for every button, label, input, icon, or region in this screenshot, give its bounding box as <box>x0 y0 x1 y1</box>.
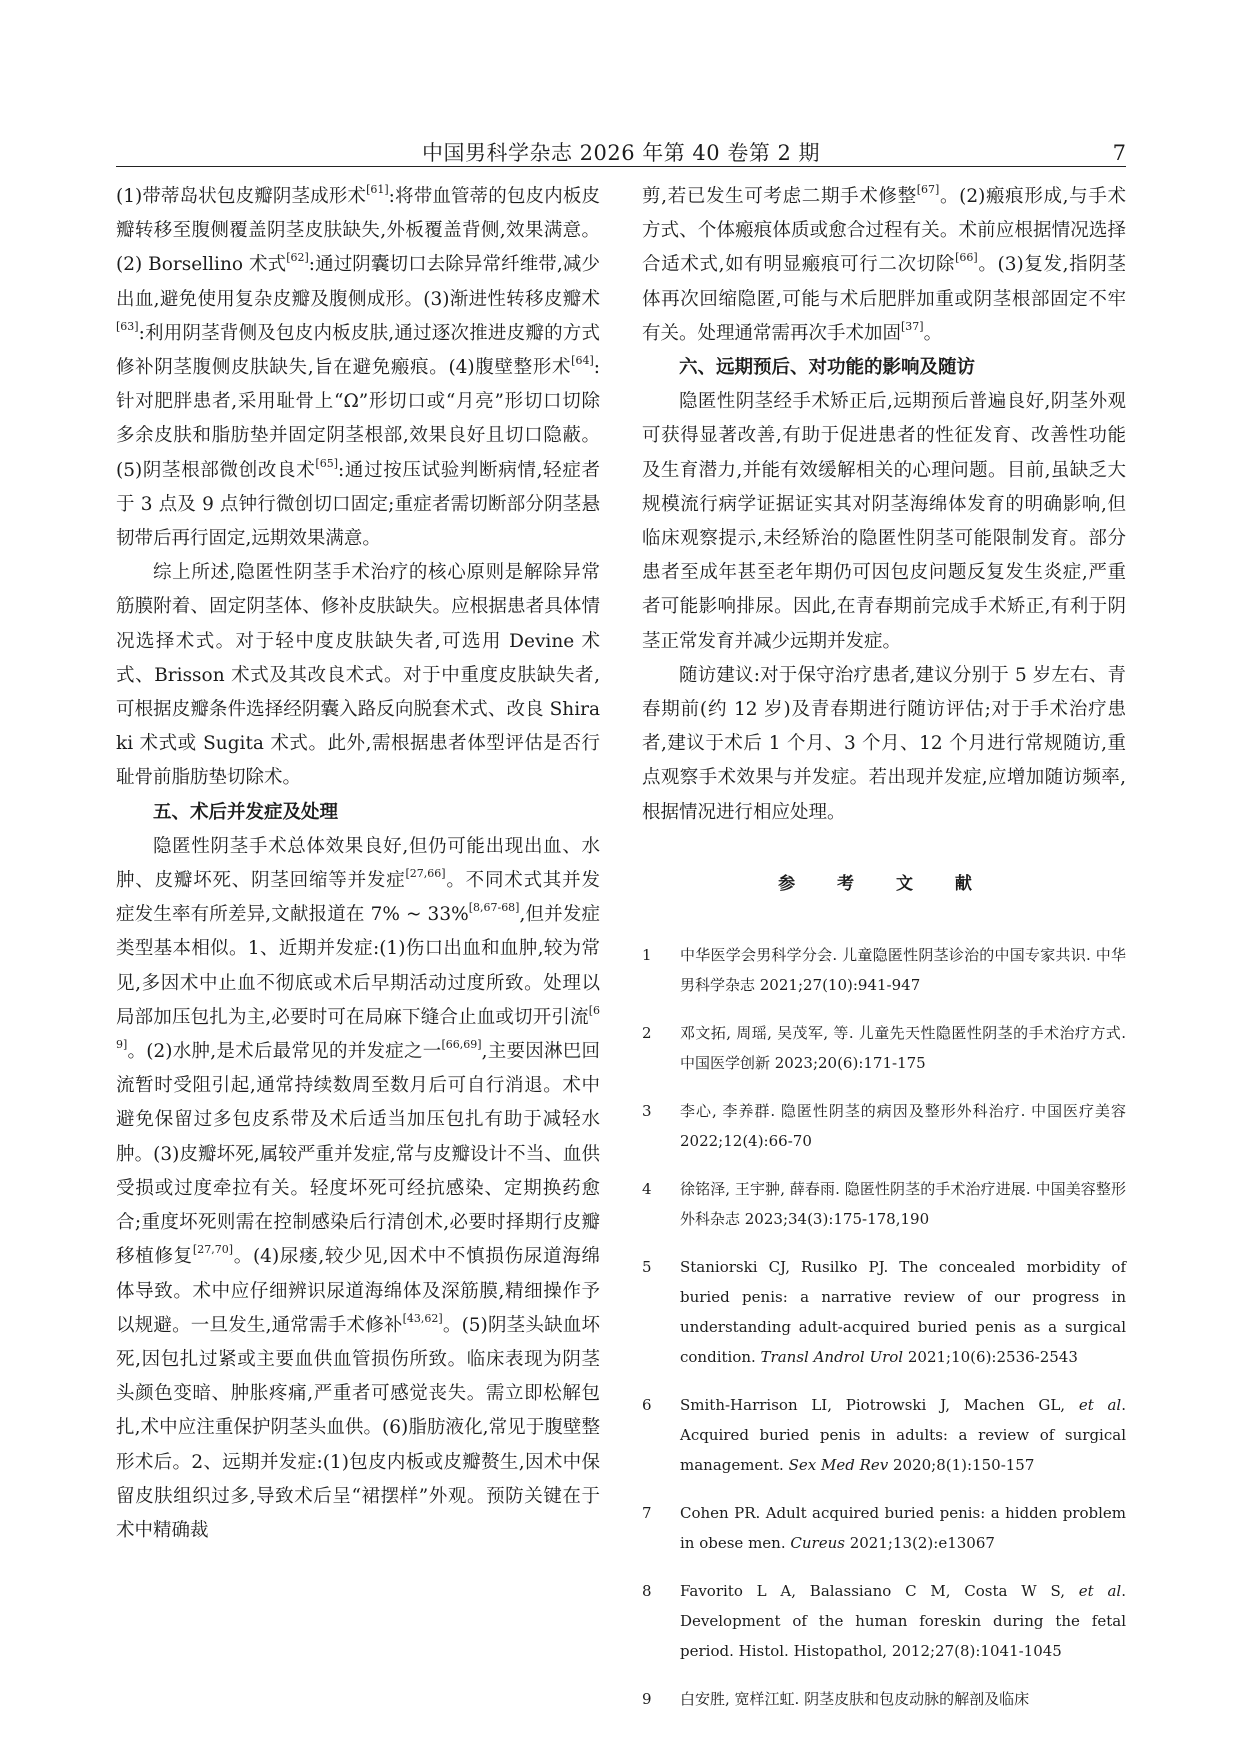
reference-text: 中华医学会男科学分会. 儿童隐匿性阴茎诊治的中国专家共识. 中华男科学杂志 2021;27(10):941-947 <box>680 945 1126 994</box>
reference-number: 8 <box>642 1581 652 1600</box>
citation: [61] <box>366 183 389 196</box>
citation: [27,70] <box>192 1243 233 1257</box>
reference-number: 5 <box>642 1257 652 1276</box>
citation: [64] <box>571 354 594 368</box>
reference-number: 4 <box>642 1179 652 1198</box>
reference-text: 徐铭泽, 王宇翀, 薛春雨. 隐匿性阴茎的手术治疗进展. 中国美容整形外科杂志 2023;34(3):175-178,190 <box>680 1179 1126 1228</box>
section-heading-prognosis: 六、远期预后、对功能的影响及随访 <box>679 357 976 379</box>
section-heading-complications: 五、术后并发症及处理 <box>153 801 339 823</box>
citation: [63] <box>116 319 139 333</box>
reference-item <box>642 1252 1126 1372</box>
surgical-techniques-paragraph: (1)带蒂岛状包皮瓣阴茎成形术[61]:将带血管蒂的包皮内板皮瓣转移至腹侧覆盖阴茎皮肤缺失,外板覆盖背侧,效果满意。(2) Borsellino 术式[62]:通过阴囊切口去除异常纤维带,减少出血,避免使用复杂皮瓣及腹侧成形。(3)渐进性转移皮瓣术[63]:利用阴茎背侧及包皮内板皮肤,通过逐次推进皮瓣的方式修补阴茎腹侧皮肤缺失,旨在避免瘢痕。(4)腹壁整形术[64]:针对肥胖患者,采用耻骨上“Ω”形切口或“月亮”形切口切除多余皮肤和脂肪垫并固定阴茎根部,效果良好且切口隐蔽。(5)阴茎根部微创改良术[65]:通过按压试验判断病情,轻症者于 3 点及 9 点钟行微创切口固定;重症者需切断部分阴茎悬韧带后再行固定,远期效果满意。 <box>116 183 600 550</box>
citation: [37] <box>901 319 924 333</box>
citation: [69] <box>116 1003 600 1052</box>
reference-item <box>642 1498 1126 1558</box>
summary-paragraph: 综上所述,隐匿性阴茎手术治疗的核心原则是解除异常筋膜附着、固定阴茎体、修补皮肤缺失。应根据患者具体情况选择术式。对于轻中度皮肤缺失者,可选用 Devine 术式、Brisson 术式及其改良术式。对于中重度皮肤缺失者,可根据皮瓣条件选择经阴囊入路反向脱套术式、改良 Shiraki 术式或 Sugita 术式。此外,需根据患者体型评估是否行耻骨前脂肪垫切除术。 <box>116 562 600 789</box>
prognosis-paragraph: 隐匿性阴茎经手术矫正后,远期预后普遍良好,阴茎外观可获得显著改善,有助于促进患者的性征发育、改善性功能及生育潜力,并能有效缓解相关的心理问题。目前,虽缺乏大规模流行病学证据证实其对阴茎海绵体发育的明确影响,但临床观察提示,未经矫治的隐匿性阴茎可能限制发育。部分患者至成年甚至老年期仍可因包皮问题反复发生炎症,严重者可能影响排尿。因此,在青春期前完成手术矫正,有利于阴茎正常发育并减少远期并发症。 <box>642 391 1126 652</box>
reference-number: 3 <box>642 1101 652 1120</box>
citation: [66] <box>955 251 978 265</box>
reference-number: 6 <box>642 1395 652 1414</box>
reference-text: Cohen PR. Adult acquired buried penis: a hidden problem in obese men. Cureus 2021;13(2):e13067 <box>680 1503 1126 1552</box>
right-column <box>642 180 1126 1732</box>
reference-number: 7 <box>642 1503 652 1522</box>
reference-text: Smith-Harrison LI, Piotrowski J, Machen GL, et al. Acquired buried penis in adults: a review of surgical management. Sex Med Rev 2020;8(1):150-157 <box>680 1395 1126 1474</box>
follow-up-paragraph: 随访建议:对于保守治疗患者,建议分别于 5 岁左右、青春期前(约 12 岁)及青春期进行随访评估;对于手术治疗患者,建议于术后 1 个月、3 个月、12 个月进行常规随访,重点观察手术效果与并发症。若出现并发症,应增加随访频率,根据情况进行相应处理。 <box>642 664 1126 823</box>
citation: [43,62] <box>402 1311 443 1325</box>
citation: [62] <box>286 251 309 265</box>
references-title: 参 考 文 献 <box>778 873 990 894</box>
citation: [65] <box>315 456 338 470</box>
reference-item <box>642 1096 1126 1156</box>
page-number: 7 <box>1112 141 1126 165</box>
citation: [67] <box>916 183 940 196</box>
journal-title: 中国男科学杂志 2026 年第 40 卷第 2 期 <box>421 141 821 165</box>
reference-text: 邓文拓, 周瑶, 吴茂军, 等. 儿童先天性隐匿性阴茎的手术治疗方式. 中国医学创新 2023;20(6):171-175 <box>680 1023 1126 1072</box>
header-rule <box>116 166 1126 167</box>
complications-paragraph: 隐匿性阴茎手术总体效果良好,但仍可能出现出血、水肿、皮瓣坏死、阴茎回缩等并发症[27,66]。不同术式其并发症发生率有所差异,文献报道在 7% ~ 33%[8,67-68],但并发症类型基本相似。1、近期并发症:(1)伤口出血和血肿,较为常见,多因术中止血不彻底或术后早期活动过度所致。处理以局部加压包扎为主,必要时可在局麻下缝合止血或切开引流[69]。(2)水肿,是术后最常见的并发症之一[66,69],主要因淋巴回流暂时受阻引起,通常持续数周至数月后可自行消退。术中避免保留过多包皮系带及术后适当加压包扎有助于减轻水肿。(3)皮瓣坏死,属较严重并发症,常与皮瓣设计不当、血供受损或过度牵拉有关。轻度坏死可经抗感染、定期换药愈合;重度坏死则需在控制感染后行清创术,必要时择期行皮瓣移植修复[27,70]。(4)尿瘘,较少见,因术中不慎损伤尿道海绵体导致。术中应仔细辨识尿道海绵体及深筋膜,精细操作予以规避。一旦发生,通常需手术修补[43,62]。(5)阴茎头缺血坏死,因包扎过紧或主要血供血管损伤所致。临床表现为阴茎头颜色变暗、肿胀疼痛,严重者可感觉丧失。需立即松解包扎,术中应注重保护阴茎头血供。(6)脂肪液化,常见于腹壁整形术后。2、远期并发症:(1)包皮内板或皮瓣赘生,因术中保留皮肤组织过多,导致术后呈“裙摆样”外观。预防关键在于术中精确裁 <box>116 835 600 1541</box>
reference-item <box>642 1684 1126 1714</box>
journal-name: Cureus <box>790 1533 845 1552</box>
citation: [8,67-68] <box>468 901 520 915</box>
reference-item <box>642 1018 1126 1078</box>
left-column <box>116 180 600 1548</box>
reference-text: 白安胜, 宽样江虹. 阴茎皮肤和包皮动脉的解剖及临床 <box>680 1689 1030 1708</box>
reference-item <box>642 1390 1126 1480</box>
reference-number: 1 <box>642 945 652 964</box>
late-complications-paragraph: 剪,若已发生可考虑二期手术修整[67]。(2)瘢痕形成,与手术方式、个体瘢痕体质或愈合过程有关。术前应根据情况选择合适术式,如有明显瘢痕可行二次切除[66]。(3)复发,指阴茎体再次回缩隐匿,可能与术后肥胖加重或阴茎根部固定不牢有关。处理通常需再次手术加固[37]。 <box>642 183 1126 344</box>
reference-item <box>642 940 1126 1000</box>
reference-item <box>642 1576 1126 1666</box>
reference-text: 李心, 李养群. 隐匿性阴茎的病因及整形外科治疗. 中国医疗美容 2022;12(4):66-70 <box>680 1101 1126 1150</box>
citation: [66,69] <box>441 1038 482 1052</box>
running-head <box>116 138 1126 168</box>
reference-number: 9 <box>642 1689 652 1708</box>
journal-name: Sex Med Rev <box>788 1455 889 1474</box>
reference-number: 2 <box>642 1023 652 1042</box>
reference-item <box>642 1174 1126 1234</box>
citation: [27,66] <box>405 867 446 881</box>
reference-text: Favorito L A, Balassiano C M, Costa W S, et al. Development of the human foreskin during the fetal period. Histol. Histopathol, 2012;27(8):1041-1045 <box>680 1581 1126 1660</box>
reference-text: Staniorski CJ, Rusilko PJ. The concealed morbidity of buried penis: a narrative review of our progress in understanding adult-acquired buried penis as a surgical condition. Transl Androl Urol 2021;10(6):2536-2543 <box>680 1257 1126 1366</box>
journal-name: Transl Androl Urol <box>760 1347 904 1366</box>
